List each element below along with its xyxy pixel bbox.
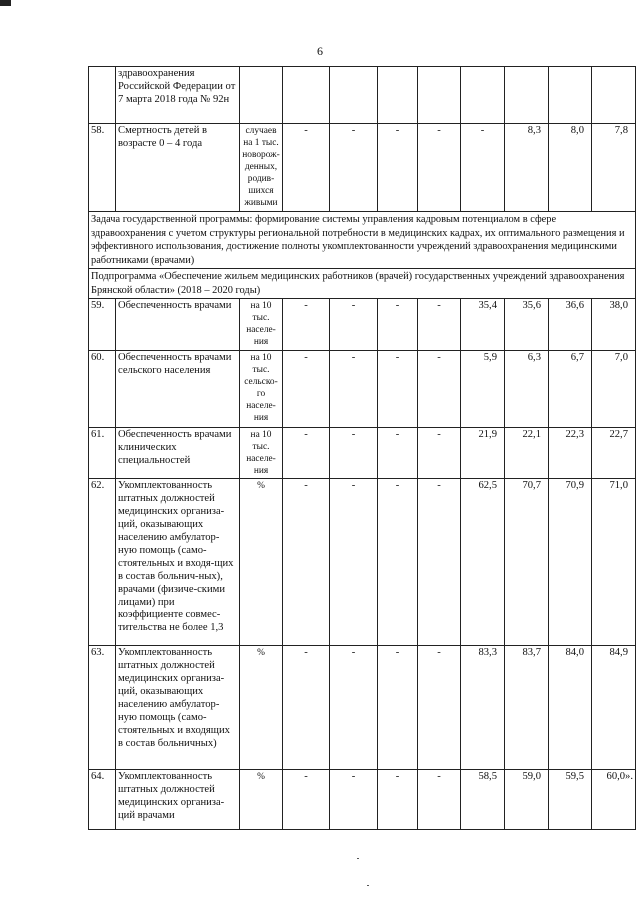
table-row-61 (89, 428, 636, 479)
table-row-63 (89, 646, 636, 770)
unit-of-measure: на 10 тыс. сельско-го населе-ния (240, 351, 283, 428)
value-cell: - (418, 351, 461, 428)
scan-speck (357, 858, 359, 859)
value-cell: - (330, 479, 378, 646)
value-cell: - (330, 351, 378, 428)
table-row-60 (89, 351, 636, 428)
value-cell: 22,1 (505, 428, 549, 479)
subprogram-title: Подпрограмма «Обеспечение жильем медицинских работников (врачей) государственных учреждений здравоохранения Брянской области» (2018 – 2020 годы) (89, 269, 636, 299)
value-cell: - (283, 770, 330, 830)
value-cell: 84,0 (549, 646, 592, 770)
value-cell: - (283, 351, 330, 428)
value-cell: 62,5 (461, 479, 505, 646)
value-cell: - (283, 299, 330, 351)
indicator-name: Обеспеченность врачами (116, 299, 240, 351)
scan-speck (367, 885, 369, 886)
value-cell: - (418, 479, 461, 646)
value-cell: - (330, 646, 378, 770)
value-cell: 7,0 (592, 351, 636, 428)
table-row-continuation (89, 67, 636, 124)
unit-cell (240, 67, 283, 124)
row-number: 58. (89, 124, 116, 212)
value-cell: - (418, 299, 461, 351)
value-cell: 59,0 (505, 770, 549, 830)
value-cell: - (378, 479, 418, 646)
unit-of-measure: на 10 тыс. населе-ния (240, 428, 283, 479)
indicator-name: Смертность детей в возрасте 0 – 4 года (116, 124, 240, 212)
value-cell: 6,7 (549, 351, 592, 428)
value-cell: - (378, 428, 418, 479)
value-cell: - (461, 124, 505, 212)
value-cell: 22,7 (592, 428, 636, 479)
row-number: 61. (89, 428, 116, 479)
indicator-name: Укомплектованность штатных должностей медицинских организа-ций, оказывающих населению амбулатор-ную помощь (само-стоятельных и входя-щих в состав больнич-ных), врачами (физиче-скими лицами) при коэффициенте совмес-тительства не более 1,3 (116, 479, 240, 646)
scan-corner-mark (0, 0, 11, 6)
indicator-name: Обеспеченность врачами сельского населения (116, 351, 240, 428)
value-cell: - (378, 124, 418, 212)
unit-of-measure: случаев на 1 тыс. новорож-денных, родив-шихся живыми (240, 124, 283, 212)
unit-of-measure: % (240, 770, 283, 830)
page-number: 6 (317, 44, 323, 58)
indicator-name: Укомплектованность штатных должностей медицинских организа-ций врачами (116, 770, 240, 830)
table-row-64 (89, 770, 636, 830)
value-cell: - (378, 351, 418, 428)
value-cell: 21,9 (461, 428, 505, 479)
value-cell: 60,0». (592, 770, 636, 830)
program-task-text: Задача государственной программы: формирование системы управления кадровым потенциалом в сфере здравоохранения с учетом структуры региональной потребности в медицинских кадрах, их оптимального размещения и эффективного использования, достижение полноты укомплектованности учреждений здравоохранения медицинскими работниками (врачами) (89, 212, 636, 269)
value-cell: - (330, 124, 378, 212)
value-cell: - (330, 770, 378, 830)
table-row-subprogram (89, 269, 636, 299)
value-cell: 59,5 (549, 770, 592, 830)
value-cell: - (378, 299, 418, 351)
table-row-58 (89, 124, 636, 212)
value-cell: 83,3 (461, 646, 505, 770)
table-row-59 (89, 299, 636, 351)
row-number: 63. (89, 646, 116, 770)
table-row-62 (89, 479, 636, 646)
value-cell: - (283, 646, 330, 770)
value-cell: - (378, 646, 418, 770)
row-number: 62. (89, 479, 116, 646)
value-cell: 38,0 (592, 299, 636, 351)
value-cell: 8,3 (505, 124, 549, 212)
value-cell: 35,6 (505, 299, 549, 351)
row-number: 59. (89, 299, 116, 351)
value-cell: 7,8 (592, 124, 636, 212)
value-cell: 6,3 (505, 351, 549, 428)
value-cell: - (283, 479, 330, 646)
unit-of-measure: % (240, 479, 283, 646)
value-cell: 22,3 (549, 428, 592, 479)
unit-of-measure: на 10 тыс. населе-ния (240, 299, 283, 351)
value-cell: - (418, 428, 461, 479)
indicator-name: Укомплектованность штатных должностей медицинских организа-ций, оказывающих населению амбулатор-ную помощь (само-стоятельных и входящих в состав больничных) (116, 646, 240, 770)
value-cell: - (378, 770, 418, 830)
indicator-name: здравоохранения Российской Федерации от 7 марта 2018 года № 92н (116, 67, 240, 124)
value-cell: 8,0 (549, 124, 592, 212)
value-cell: - (283, 428, 330, 479)
value-cell: 36,6 (549, 299, 592, 351)
value-cell: 83,7 (505, 646, 549, 770)
table-row-task (89, 212, 636, 269)
value-cell: 58,5 (461, 770, 505, 830)
value-cell: 84,9 (592, 646, 636, 770)
value-cell: - (418, 770, 461, 830)
value-cell: 71,0 (592, 479, 636, 646)
value-cell: 5,9 (461, 351, 505, 428)
indicator-name: Обеспеченность врачами клинических специальностей (116, 428, 240, 479)
row-number: 64. (89, 770, 116, 830)
value-cell: 70,9 (549, 479, 592, 646)
value-cell: 70,7 (505, 479, 549, 646)
value-cell: 35,4 (461, 299, 505, 351)
value-cell: - (283, 124, 330, 212)
row-number: 60. (89, 351, 116, 428)
value-cell: - (418, 124, 461, 212)
indicators-table (88, 66, 636, 830)
unit-of-measure: % (240, 646, 283, 770)
value-cell: - (330, 299, 378, 351)
row-number-cell (89, 67, 116, 124)
value-cell: - (330, 428, 378, 479)
value-cell: - (418, 646, 461, 770)
